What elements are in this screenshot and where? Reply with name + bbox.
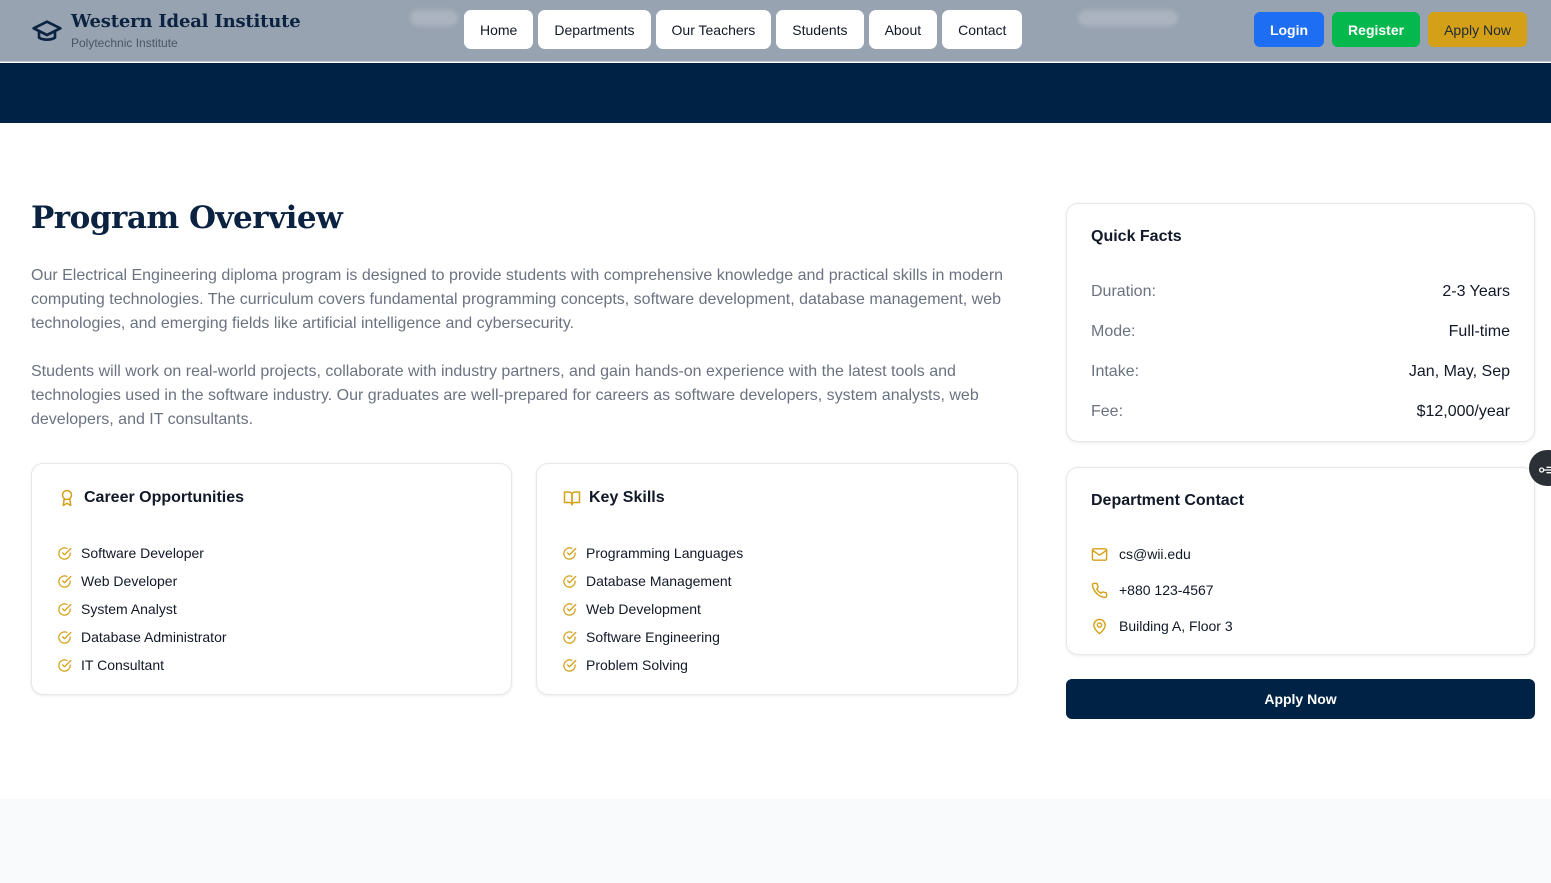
card-title: Quick Facts xyxy=(1091,228,1182,245)
site-header xyxy=(0,0,1551,62)
nav-home[interactable]: Home xyxy=(464,10,533,49)
map-pin-icon xyxy=(1091,618,1108,635)
card-title: Department Contact xyxy=(1091,492,1244,509)
apply-now-button[interactable]: Apply Now xyxy=(1066,679,1535,719)
check-circle-icon xyxy=(57,658,72,673)
fact-row: Duration: 2-3 Years xyxy=(1091,283,1510,300)
department-contact-card xyxy=(1066,467,1535,655)
check-circle-icon xyxy=(57,630,72,645)
contact-email[interactable]: cs@wii.edu xyxy=(1091,536,1233,572)
brand-name: Western Ideal Institute xyxy=(71,11,301,32)
check-circle-icon xyxy=(562,546,577,561)
check-circle-icon xyxy=(562,574,577,589)
card-title: Key Skills xyxy=(589,489,665,506)
list-item: System Analyst xyxy=(57,595,227,623)
page-title: Program Overview xyxy=(31,200,343,236)
list-item: Programming Languages xyxy=(562,539,743,567)
check-circle-icon xyxy=(562,630,577,645)
fact-row: Intake: Jan, May, Sep xyxy=(1091,363,1510,380)
accessibility-icon xyxy=(1537,460,1551,476)
fact-row: Fee: $12,000/year xyxy=(1091,403,1510,420)
footer-section xyxy=(0,799,1551,883)
list-item: Software Developer xyxy=(57,539,227,567)
nav-students[interactable]: Students xyxy=(776,10,863,49)
list-item: Problem Solving xyxy=(562,651,743,679)
list-item: IT Consultant xyxy=(57,651,227,679)
quick-facts-card xyxy=(1066,203,1535,442)
key-skills-card xyxy=(536,463,1018,695)
check-circle-icon xyxy=(562,602,577,617)
phone-icon xyxy=(1091,582,1108,599)
list-item: Web Developer xyxy=(57,567,227,595)
login-button[interactable]: Login xyxy=(1254,12,1324,47)
nav-departments[interactable]: Departments xyxy=(538,10,650,49)
skills-list xyxy=(562,539,743,679)
register-button[interactable]: Register xyxy=(1332,12,1420,47)
check-circle-icon xyxy=(57,574,72,589)
career-list xyxy=(57,539,227,679)
award-icon xyxy=(58,489,76,507)
main-nav xyxy=(464,10,1022,49)
overview-paragraph: Students will work on real-world projects, collaborate with industry partners, and gain hands-on experience with the latest tools and technologies used in the software industry. Our graduates are well-prepared for careers as software developers, system analysts, web developers, and IT consultants. xyxy=(31,363,979,428)
mail-icon xyxy=(1091,546,1108,563)
list-item: Software Engineering xyxy=(562,623,743,651)
blurred-element xyxy=(410,10,458,26)
list-item: Web Development xyxy=(562,595,743,623)
book-open-icon xyxy=(563,489,581,507)
check-circle-icon xyxy=(57,602,72,617)
brand-logo[interactable] xyxy=(31,11,301,50)
hero-banner xyxy=(0,63,1551,123)
list-item: Database Management xyxy=(562,567,743,595)
contact-location: Building A, Floor 3 xyxy=(1091,608,1233,644)
fact-row: Mode: Full-time xyxy=(1091,323,1510,340)
check-circle-icon xyxy=(562,658,577,673)
graduation-cap-icon xyxy=(31,15,63,47)
nav-our-teachers[interactable]: Our Teachers xyxy=(656,10,772,49)
blurred-element xyxy=(1078,10,1178,26)
header-apply-button[interactable]: Apply Now xyxy=(1428,12,1527,47)
list-item: Database Administrator xyxy=(57,623,227,651)
brand-subtitle: Polytechnic Institute xyxy=(71,36,178,50)
card-title: Career Opportunities xyxy=(84,489,245,506)
nav-contact[interactable]: Contact xyxy=(942,10,1022,49)
contact-phone[interactable]: +880 123-4567 xyxy=(1091,572,1233,608)
career-opportunities-card xyxy=(31,463,512,695)
overview-paragraph: Our Electrical Engineering diploma program is designed to provide students with comprehensive knowledge and practical skills in modern computing technologies. The curriculum covers fundamental programming concepts, software development, database management, web technologies, and emerging fields like artificial intelligence and cybersecurity. xyxy=(31,267,1004,332)
check-circle-icon xyxy=(57,546,72,561)
auth-buttons xyxy=(1254,12,1527,47)
nav-about[interactable]: About xyxy=(869,10,938,49)
